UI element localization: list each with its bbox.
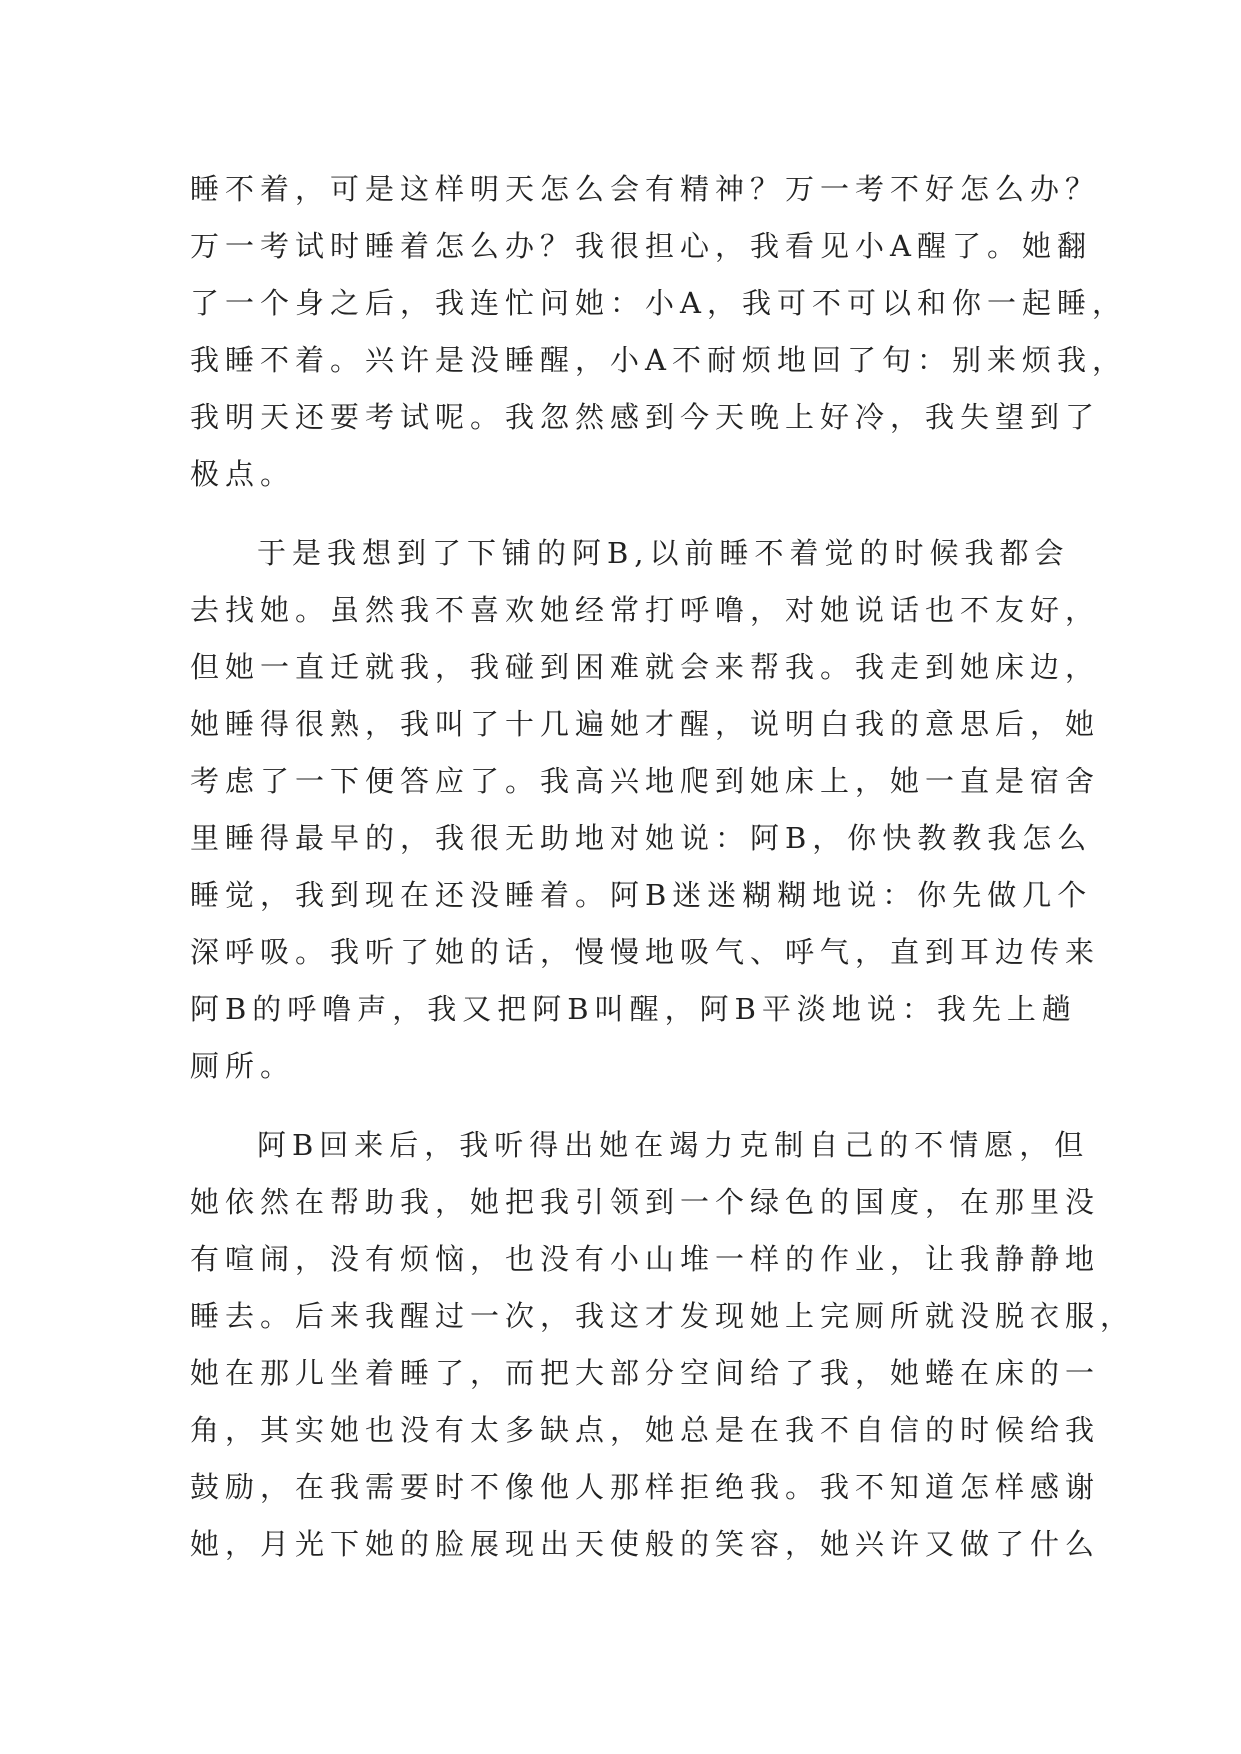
paragraph-spacer [190,1095,1070,1117]
text-line: 深呼吸。我听了她的话，慢慢地吸气、呼气，直到耳边传来 [190,935,1101,969]
paragraph-spacer [190,503,1070,525]
text-line: 考虑了一下便答应了。我高兴地爬到她床上，她一直是宿舍 [190,764,1101,798]
text-line: 睡不着，可是这样明天怎么会有精神？万一考不好怎么办？ [190,172,1101,206]
paragraph-1 [190,161,1127,503]
text-line: 角，其实她也没有太多缺点，她总是在我不自信的时候给我 [190,1413,1101,1447]
text-line: 里睡得最早的，我很无助地对她说：阿B，你快教教我怎么 [190,821,1093,855]
text-line: 睡觉，我到现在还没睡着。阿B迷迷糊糊地说：你先做几个 [190,878,1093,912]
text-line: 我睡不着。兴许是没睡醒，小A不耐烦地回了句：别来烦我， [190,343,1127,377]
document-body [190,161,1136,1573]
paragraph-2 [190,525,1101,1095]
text-line: 阿B回来后，我听得出她在竭力克制自己的不情愿，但 [257,1128,1090,1162]
text-line: 她，月光下她的脸展现出天使般的笑容，她兴许又做了什么 [190,1527,1101,1561]
text-line: 有喧闹，没有烦恼，也没有小山堆一样的作业，让我静静地 [190,1242,1101,1276]
text-line: 阿B的呼噜声，我又把阿B叫醒，阿B平淡地说：我先上趟 [190,992,1077,1026]
text-line: 了一个身之后，我连忙问她：小A，我可不可以和你一起睡， [190,286,1127,320]
text-line: 睡去。后来我醒过一次，我这才发现她上完厕所就没脱衣服， [190,1299,1136,1333]
text-line: 她依然在帮助我，她把我引领到一个绿色的国度，在那里没 [190,1185,1101,1219]
text-line: 但她一直迁就我，我碰到困难就会来帮我。我走到她床边， [190,650,1101,684]
text-line: 她睡得很熟，我叫了十几遍她才醒，说明白我的意思后，她 [190,707,1101,741]
paragraph-3 [190,1117,1136,1573]
text-line: 极点。 [190,457,296,491]
text-line: 她在那儿坐着睡了，而把大部分空间给了我，她蜷在床的一 [190,1356,1101,1390]
text-line: 我明天还要考试呢。我忽然感到今天晚上好冷，我失望到了 [190,400,1101,434]
text-line: 鼓励，在我需要时不像他人那样拒绝我。我不知道怎样感谢 [190,1470,1101,1504]
text-line: 厕所。 [190,1049,296,1083]
text-line: 于是我想到了下铺的阿B,以前睡不着觉的时候我都会 [257,536,1070,570]
text-line: 去找她。虽然我不喜欢她经常打呼噜，对她说话也不友好， [190,593,1101,627]
text-line: 万一考试时睡着怎么办？我很担心，我看见小A醒了。她翻 [190,229,1092,263]
